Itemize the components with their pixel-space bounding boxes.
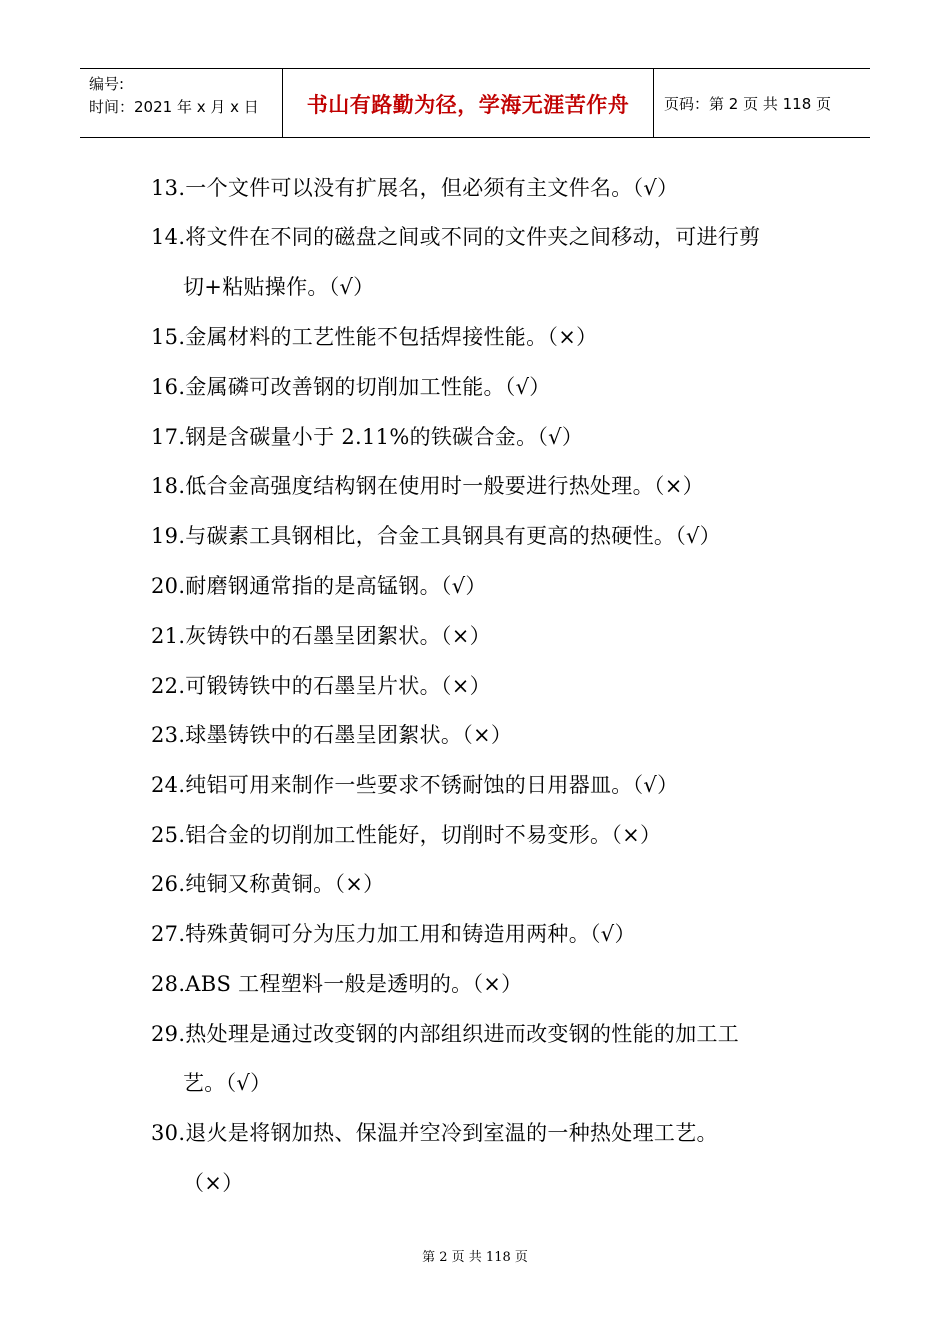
item-14: 14.将文件在不同的磁盘之间或不同的文件夹之间移动，可进行剪 xyxy=(151,225,761,249)
item-21: 21.灰铸铁中的石墨呈团絮状。（×） xyxy=(151,624,491,648)
item-30-cont: （×） xyxy=(183,1171,244,1195)
item-30: 30.退火是将钢加热、保温并空冷到室温的一种热处理工艺。 xyxy=(151,1121,718,1145)
item-13: 13.一个文件可以没有扩展名，但必须有主文件名。（√） xyxy=(151,176,679,200)
item-25: 25.铝合金的切削加工性能好，切削时不易变形。（×） xyxy=(151,823,662,847)
item-16: 16.金属磷可改善钢的切削加工性能。（√） xyxy=(151,375,551,399)
page-footer: 第 2 页 共 118 页 xyxy=(422,1250,528,1265)
page-header xyxy=(80,68,870,138)
header-meta xyxy=(80,69,282,137)
header-motto-cell xyxy=(282,69,654,137)
item-29-cont: 艺。（√） xyxy=(183,1071,272,1095)
item-19: 19.与碳素工具钢相比，合金工具钢具有更高的热硬性。（√） xyxy=(151,524,721,548)
number-label: 编号: xyxy=(89,75,125,93)
header-page-info: 页码：第 2 页 共 118 页 xyxy=(664,94,832,113)
item-29: 29.热处理是通过改变钢的内部组织进而改变钢的性能的加工工 xyxy=(151,1022,740,1046)
item-22: 22.可锻铸铁中的石墨呈片状。（×） xyxy=(151,674,491,698)
header-motto: 书山有路勤为径，学海无涯苦作舟 xyxy=(306,93,630,117)
item-20: 20.耐磨钢通常指的是高锰钢。（√） xyxy=(151,574,487,598)
item-15: 15.金属材料的工艺性能不包括焊接性能。（×） xyxy=(151,325,598,349)
item-24: 24.纯铝可用来制作一些要求不锈耐蚀的日用器皿。（√） xyxy=(151,773,679,797)
item-27: 27.特殊黄铜可分为压力加工用和铸造用两种。（√） xyxy=(151,922,636,946)
time-label: 时间：2021 年 x 月 x 日 xyxy=(89,98,259,116)
item-28: 28.ABS 工程塑料一般是透明的。（×） xyxy=(151,972,523,996)
item-23: 23.球墨铸铁中的石墨呈团絮状。（×） xyxy=(151,723,513,747)
item-14-cont: 切+粘贴操作。（√） xyxy=(183,275,375,299)
item-18: 18.低合金高强度结构钢在使用时一般要进行热处理。（×） xyxy=(151,474,704,498)
item-26: 26.纯铜又称黄铜。（×） xyxy=(151,872,385,896)
item-17: 17.钢是含碳量小于 2.11%的铁碳合金。（√） xyxy=(151,425,584,449)
